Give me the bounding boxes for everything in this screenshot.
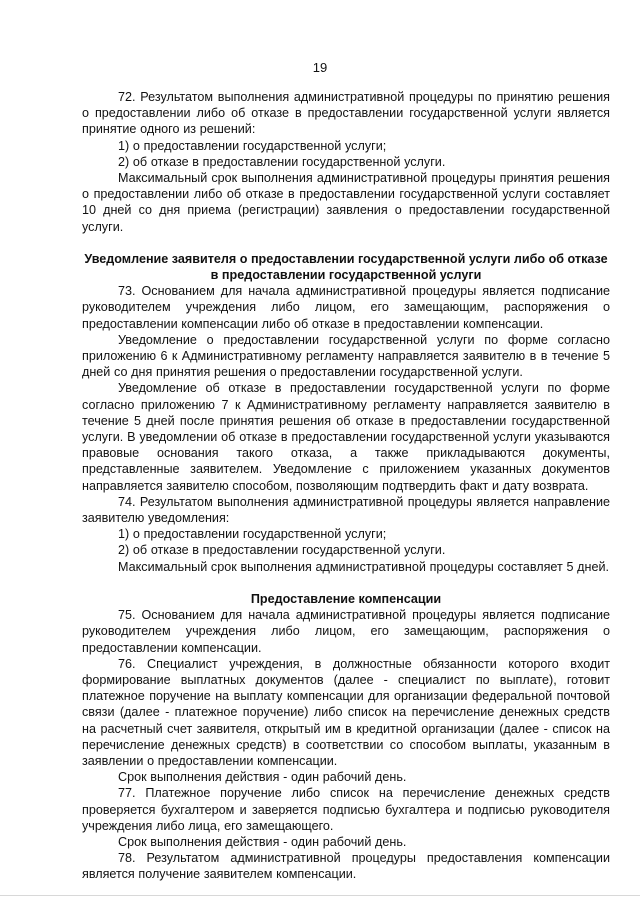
paragraph-term-77: Срок выполнения действия - один рабочий день. (118, 834, 407, 849)
paragraph-max-term-2: Максимальный срок выполнения административной процедуры составляет 5 дней. (118, 559, 609, 574)
paragraph-76: 76. Специалист учреждения, в должностные обязанности которого входит формирование выплатных документов (далее - специалист по выплате), готовит платежное поручение на выплату компенсации для организации федеральной почтовой связи (далее - платежное поручение) либо список на перечисление денежных средств на расчетный счет заявителя, открытый им в кредитной организации (далее - список на перечисление денежных средств) в соответствии со способом выплаты, указанным в заявлении о предоставлении компенсации. (82, 656, 610, 768)
list-item-2: 2) об отказе в предоставлении государственной услуги. (118, 154, 446, 169)
spacer (82, 575, 610, 591)
section-heading-compensation: Предоставление компенсации (250, 591, 442, 606)
paragraph-notification-refusal: Уведомление об отказе в предоставлении государственной услуги по форме согласно приложению 7 к Административному регламенту направляется заявителю в течение 5 дней после принятия решения об отказе в предоставлении государственной услуги. В уведомлении об отказе в предоставлении государственной услуги указываются правовые основания такого отказа, а также прикладываются документы, представленные заявителем. Уведомление с приложением указанных документов направляется заявителю способом, позволяющим подтвердить факт и дату возврата. (82, 381, 610, 493)
paragraph-74: 74. Результатом выполнения административной процедуры является направление заявителю уведомления: (82, 494, 610, 526)
scan-edge-divider (0, 895, 640, 896)
page-number: 19 (312, 60, 328, 75)
paragraph-78: 78. Результатом административной процедуры предоставления компенсации является получение заявителем компенсации. (82, 851, 610, 882)
paragraph-term-76: Срок выполнения действия - один рабочий день. (118, 770, 407, 785)
paragraph-notification-grant: Уведомление о предоставлении государственной услуги по форме согласно приложению 6 к Административному регламенту направляется заявителю в в течение 5 дней со дня принятия решения о предоставлении государственной услуги. (82, 332, 610, 380)
spacer (82, 235, 610, 251)
document-body (82, 89, 610, 883)
paragraph-72: 72. Результатом выполнения административной процедуры по принятию решения о предоставлении либо об отказе в предоставлении государственной услуги является принятие одного из решений: (82, 90, 610, 137)
list-item-1: 1) о предоставлении государственной услуги; (118, 527, 387, 542)
paragraph-73: 73. Основанием для начала административной процедуры является подписание руководителем учреждения либо лицом, его замещающим, распоряжения о предоставлении компенсации либо об отказе в предоставлении компенсации. (82, 284, 610, 331)
paragraph-75: 75. Основанием для начала административной процедуры является подписание руководителем учреждения либо лицом, его замещающим, распоряжения о предоставлении компенсации. (82, 608, 610, 655)
paragraph-max-term-1: Максимальный срок выполнения административной процедуры принятия решения о предоставлении либо об отказе в предоставлении государственной услуги составляет 10 дней со дня приема (регистрации) заявления о предоставлении государственной услуги. (82, 171, 610, 234)
section-heading-notification: Уведомление заявителя о предоставлении государственной услуги либо об отказе в предоставлении государственной услуги (84, 251, 608, 283)
list-item-1: 1) о предоставлении государственной услуги; (118, 138, 387, 153)
list-item-2: 2) об отказе в предоставлении государственной услуги. (118, 543, 446, 558)
paragraph-77: 77. Платежное поручение либо список на перечисление денежных средств проверяется бухгалтером и заверяется подписью бухгалтера и подписью руководителя учреждения либо лица, его замещающего. (82, 786, 610, 833)
